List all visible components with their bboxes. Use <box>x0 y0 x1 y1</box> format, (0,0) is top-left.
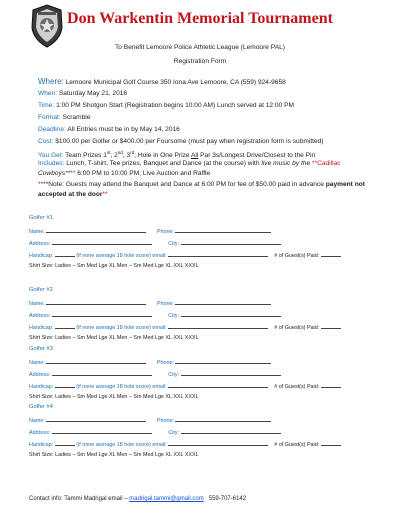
email-label: email: <box>152 384 167 390</box>
includes-line <box>38 159 378 169</box>
phone-label: Phone: <box>156 301 174 307</box>
where-value: Lemoore Municipal Golf Course 350 Iona Ave Lemoore, CA (559) 924-9658 <box>65 79 286 86</box>
prizes-text-c: , 3 <box>122 152 131 160</box>
address-field[interactable] <box>52 311 152 317</box>
name-label: Name: <box>29 418 45 424</box>
address-field[interactable] <box>52 239 152 245</box>
prizes-st: st <box>106 150 111 155</box>
address-row <box>29 370 281 378</box>
deadline-value: All Entries must be in by May 14, 2016 <box>67 126 180 133</box>
prizes-rd: rd <box>130 150 135 155</box>
name-field[interactable] <box>46 358 146 364</box>
format-label: Format: <box>38 114 61 121</box>
contact-email-link[interactable]: madrigal.tammi@gmail.com <box>129 496 204 502</box>
golfer-heading: Golfer #1 <box>29 215 53 221</box>
includes-music: live music by the <box>261 160 311 167</box>
address-row <box>29 239 281 247</box>
subtitle: To Benefit Lemoore Police Athletic League (Lemoore PAL) <box>115 44 285 51</box>
deadline-line <box>38 125 378 135</box>
guests-label: # of Guest(s) Paid: <box>274 325 320 331</box>
handicap-field[interactable] <box>55 382 75 388</box>
address-field[interactable] <box>52 370 152 376</box>
handicap-row <box>29 251 341 259</box>
cost-value: $100.00 per Golfer or $400.00 per Foursome (must pay when registration form is submitted) <box>55 138 324 145</box>
name-field[interactable] <box>46 227 146 233</box>
prizes-text-e: Par 3s/Longest Drive/Closest to the Pin <box>198 152 316 160</box>
includes-line-2: Cowboys**** 6:00 PM to 10:00 PM, Live Auction and Raffle <box>38 170 211 177</box>
contact-label: Contact info: Tammi Madrigal email – <box>29 496 130 502</box>
note-bold-2: accepted at the door <box>38 191 103 198</box>
shirt-size-row: Shirt Size: Ladies – Sm Med Lge XL Men – Sm Med Lge XL XXL XXXL <box>29 263 199 269</box>
name-row <box>29 299 271 307</box>
name-row <box>29 358 271 366</box>
city-label: City: <box>168 430 180 436</box>
note-bold: payment not <box>325 181 365 188</box>
handicap-label: Handicap: <box>29 442 54 448</box>
name-label: Name: <box>29 229 45 235</box>
city-label: City: <box>168 241 180 247</box>
address-row <box>29 311 281 319</box>
handicap-label: Handicap: <box>29 325 54 331</box>
email-label: email: <box>152 442 167 448</box>
cost-label: Cost: <box>38 138 54 145</box>
address-field[interactable] <box>52 428 152 434</box>
handicap-row <box>29 440 341 448</box>
address-label: Address: <box>29 313 51 319</box>
name-label: Name: <box>29 301 45 307</box>
format-value: Scramble <box>62 114 91 121</box>
golfer-section-3 <box>29 346 379 400</box>
email-field[interactable] <box>168 251 268 257</box>
name-field[interactable] <box>46 299 146 305</box>
name-row <box>29 227 271 235</box>
shirt-size-row: Shirt Size: Ladies – Sm Med Lge XL Men – Sm Med Lge XL XXL XXXL <box>29 335 199 341</box>
address-row <box>29 428 281 436</box>
form-title: Registration Form <box>173 58 227 65</box>
handicap-field[interactable] <box>55 251 75 257</box>
golfer-section-1 <box>29 215 379 269</box>
phone-field[interactable] <box>175 299 271 305</box>
prizes-all: All <box>190 152 199 160</box>
handicap-field[interactable] <box>55 440 75 446</box>
golfer-heading: Golfer #4 <box>29 404 53 410</box>
city-label: City: <box>168 313 180 319</box>
golfer-section-4 <box>29 404 379 458</box>
contact-info <box>29 496 246 502</box>
note-line: ****Note: Guests may attend the Banquet and Dance at 6:00 PM for fee of $50.00 paid in advance payment not <box>38 181 365 188</box>
guests-field[interactable] <box>321 251 341 257</box>
golfer-heading: Golfer #2 <box>29 287 53 293</box>
handicap-note: (if none average 18 hole score) <box>76 442 151 448</box>
handicap-row <box>29 323 341 331</box>
prizes-text-b: , 2 <box>110 152 118 160</box>
email-field[interactable] <box>168 382 268 388</box>
handicap-label: Handicap: <box>29 253 54 259</box>
note-line-2 <box>38 190 378 200</box>
email-field[interactable] <box>168 440 268 446</box>
shirt-size-row: Shirt Size: Ladies – Sm Med Lge XL Men – Sm Med Lge XL XXL XXXL <box>29 452 199 458</box>
prizes-label: You Get: <box>38 152 64 160</box>
guests-field[interactable] <box>321 440 341 446</box>
phone-field[interactable] <box>175 227 271 233</box>
guests-label: # of Guest(s) Paid: <box>274 384 320 390</box>
handicap-note: (if none average 18 hole score) <box>76 384 151 390</box>
city-field[interactable] <box>181 311 281 317</box>
contact-phone: 559-707-6142 <box>208 496 247 502</box>
city-field[interactable] <box>181 239 281 245</box>
handicap-note: (if none average 18 hole score) <box>76 325 151 331</box>
phone-field[interactable] <box>175 358 271 364</box>
when-line <box>38 89 378 99</box>
handicap-note: (if none average 18 hole score) <box>76 253 151 259</box>
address-label: Address: <box>29 430 51 436</box>
address-label: Address: <box>29 241 51 247</box>
deadline-label: Deadline: <box>38 126 66 133</box>
name-field[interactable] <box>46 416 146 422</box>
time-value: 1:00 PM Shotgun Start (Registration begins 10:00 AM) Lunch served at 12:00 PM <box>56 102 294 109</box>
handicap-field[interactable] <box>55 323 75 329</box>
email-label: email: <box>152 325 167 331</box>
name-row <box>29 416 271 424</box>
format-line <box>38 113 378 123</box>
includes-band: **Cadillac <box>310 160 341 167</box>
address-label: Address: <box>29 372 51 378</box>
shirt-size-row: Shirt Size: Ladies – Sm Med Lge XL Men – Sm Med Lge XL XXL XXXL <box>29 394 199 400</box>
phone-field[interactable] <box>175 416 271 422</box>
includes-value: Lunch, T-shirt, Tee prizes, Banquet and Dance (at the course) with <box>66 160 262 167</box>
phone-label: Phone: <box>156 360 174 366</box>
phone-label: Phone: <box>156 418 174 424</box>
handicap-label: Handicap: <box>29 384 54 390</box>
email-label: email: <box>152 253 167 259</box>
guests-field[interactable] <box>321 323 341 329</box>
cost-line <box>38 137 378 147</box>
where-label: Where: <box>38 77 64 86</box>
city-label: City: <box>168 372 180 378</box>
phone-label: Phone: <box>156 229 174 235</box>
prizes-nd: nd <box>117 150 123 155</box>
where-line <box>38 77 378 88</box>
includes-label: Includes: <box>38 160 65 167</box>
guests-label: # of Guest(s) Paid: <box>274 442 320 448</box>
handicap-row <box>29 382 341 390</box>
name-label: Name: <box>29 360 45 366</box>
city-field[interactable] <box>181 428 281 434</box>
city-field[interactable] <box>181 370 281 376</box>
email-field[interactable] <box>168 323 268 329</box>
prizes-text-a: Team Prizes 1 <box>65 152 107 160</box>
time-line <box>38 101 378 111</box>
guests-label: # of Guest(s) Paid: <box>274 253 320 259</box>
includes-rest: 6:00 PM to 10:00 PM, Live Auction and Raffle <box>75 170 211 177</box>
time-label: Time: <box>38 102 55 109</box>
golfer-heading: Golfer #3 <box>29 346 53 352</box>
golfer-section-2 <box>29 287 379 341</box>
note-text: **Note: Guests may attend the Banquet and Dance at 6:00 PM for fee of $50.00 paid in advance <box>43 181 326 188</box>
prizes-text-d: ; Hole in One Prize <box>134 152 191 160</box>
guests-field[interactable] <box>321 382 341 388</box>
page-title: Don Warkentin Memorial Tournament <box>67 10 333 27</box>
note-stars: ** <box>102 191 108 198</box>
when-value: Saturday May 21, 2016 <box>58 90 128 97</box>
includes-band-2: Cowboys** <box>38 170 71 177</box>
when-label: When: <box>38 90 58 97</box>
